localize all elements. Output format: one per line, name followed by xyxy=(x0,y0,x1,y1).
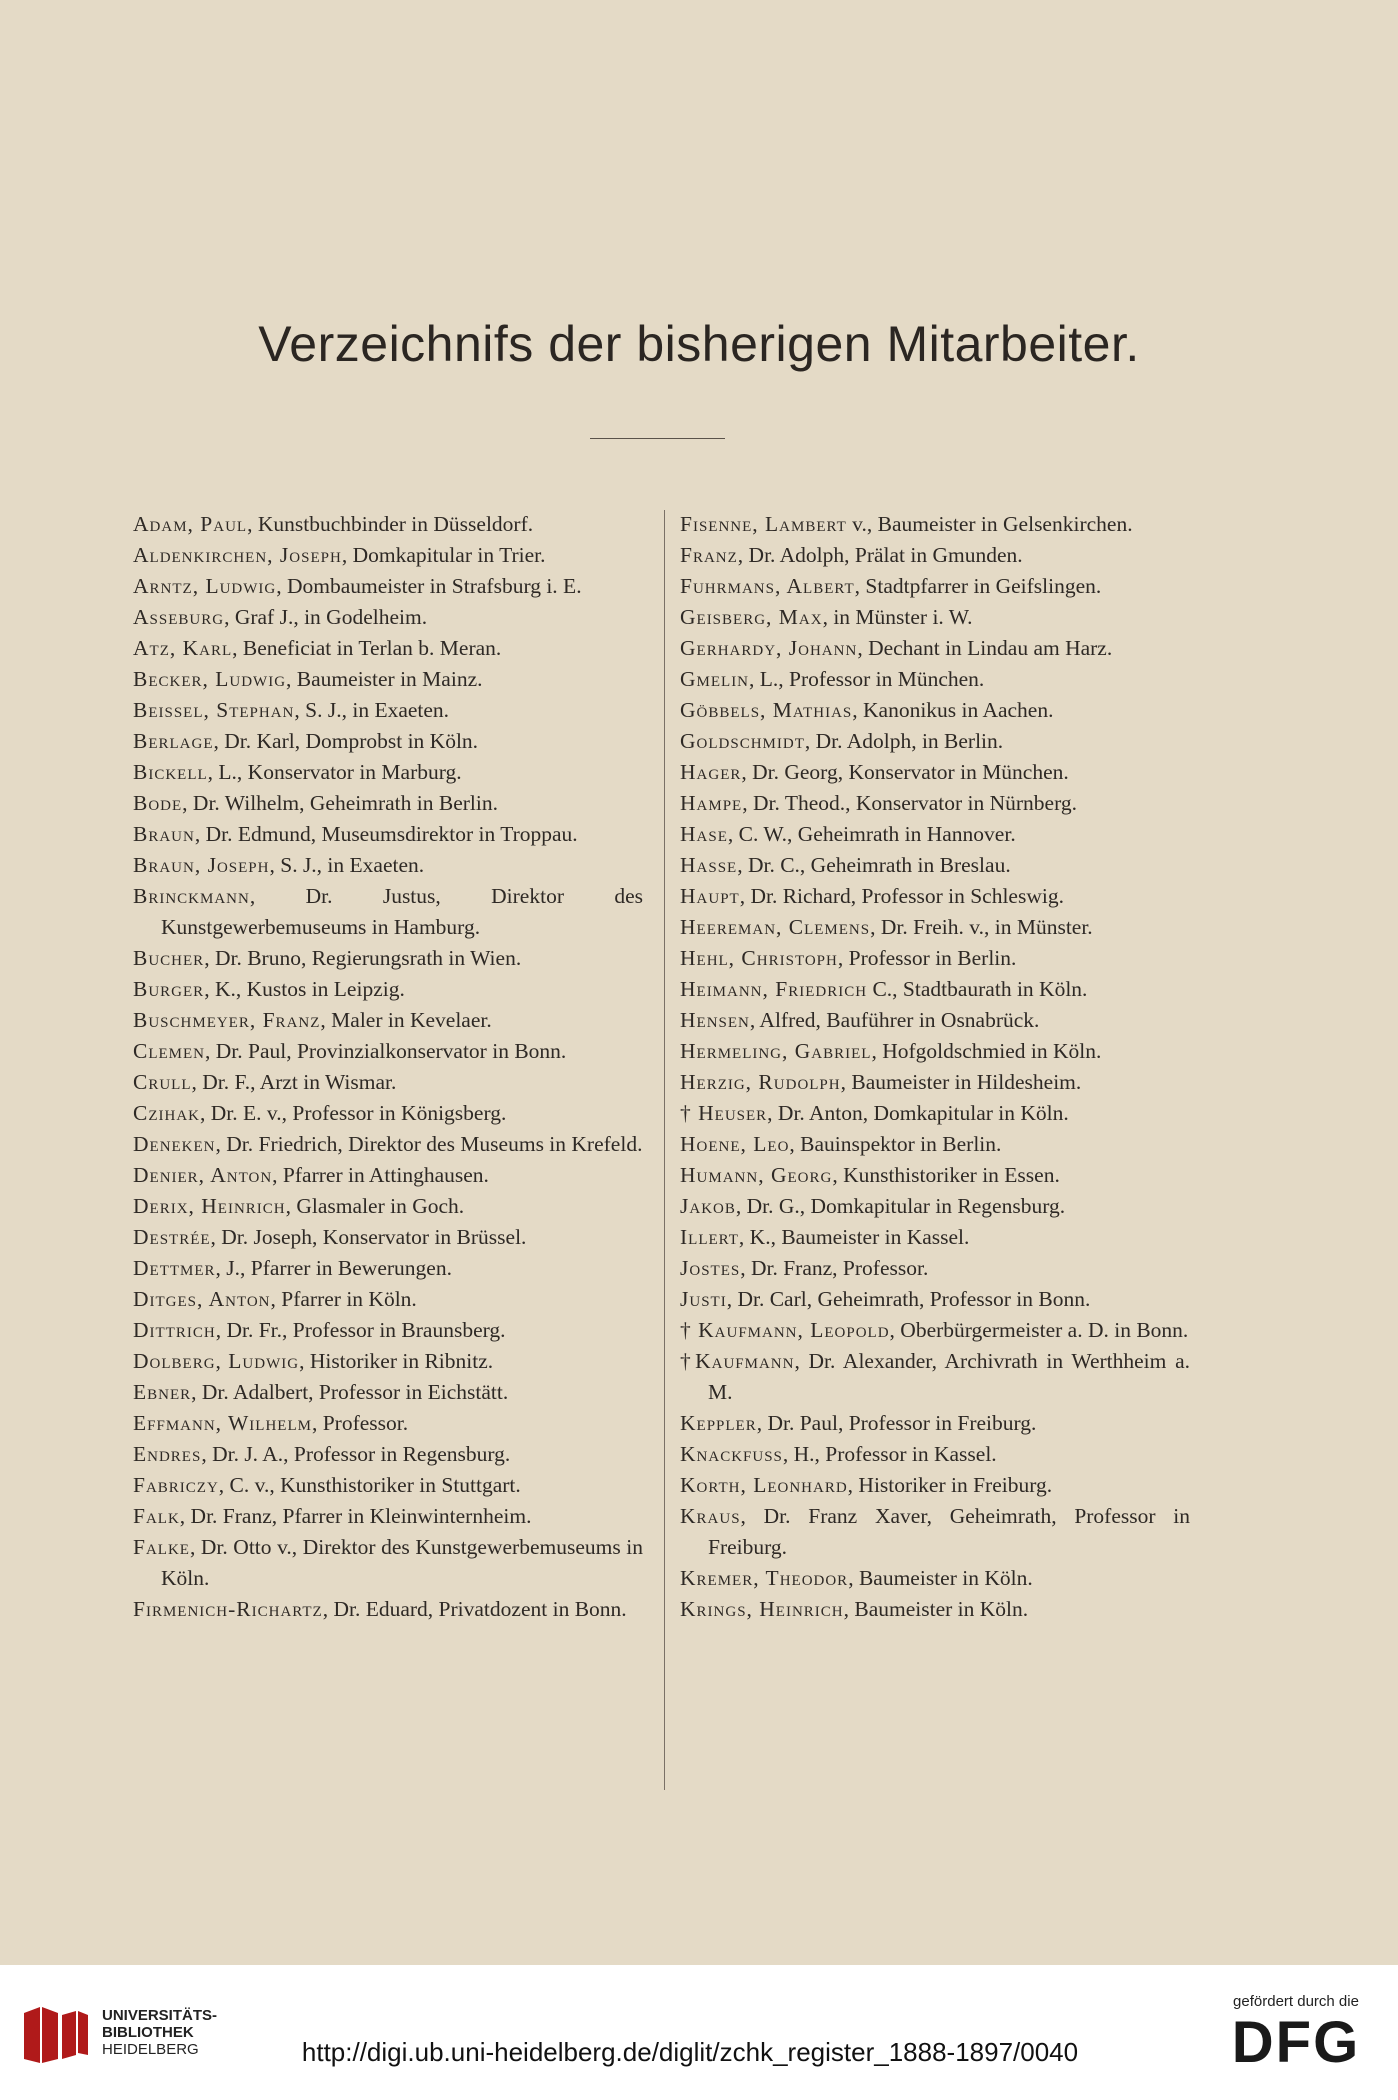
contributor-entry xyxy=(133,819,643,850)
contributor-name: Korth, Leonhard xyxy=(680,1473,848,1497)
contributor-details: , Dr. Edmund, Museumsdirektor in Troppau. xyxy=(194,822,578,846)
contributor-name: Heimann, Friedrich xyxy=(680,977,868,1001)
contributor-details: , Historiker in Freiburg. xyxy=(847,1473,1053,1497)
contributor-entry xyxy=(133,1284,643,1315)
permalink-url[interactable]: http://digi.ub.uni-heidelberg.de/diglit/zchk_register_1888-1897/0040 xyxy=(301,2037,1079,2067)
contributor-name: Herzig, Rudolph xyxy=(680,1070,841,1094)
contributor-entry xyxy=(680,974,1190,1005)
contributor-entry xyxy=(680,757,1190,788)
contributor-details: , Beneficiat in Terlan b. Meran. xyxy=(232,636,502,660)
contributor-name: Czihak xyxy=(133,1101,200,1125)
contributor-details: , Dr. G., Domkapitular in Regensburg. xyxy=(735,1194,1066,1218)
contributor-details: , Dr. Franz Xaver, Geheimrath, Professor in Freiburg. xyxy=(708,1504,1190,1559)
library-name xyxy=(102,2007,217,2058)
contributor-details: , Dr. Theod., Konservator in Nürnberg. xyxy=(742,791,1077,815)
contributor-details: , Baumeister in Köln. xyxy=(843,1597,1029,1621)
contributor-entry xyxy=(680,1501,1190,1563)
contributor-details: , Dr. C., Geheimrath in Breslau. xyxy=(737,853,1011,877)
contributor-entry xyxy=(680,633,1190,664)
contributor-name: Adam, Paul xyxy=(133,512,248,536)
right-column xyxy=(680,509,1190,1625)
contributor-name: †Kaufmann xyxy=(680,1349,795,1373)
contributor-details: , K., Kustos in Leipzig. xyxy=(204,977,405,1001)
contributor-name: Justi xyxy=(680,1287,727,1311)
contributor-entry xyxy=(133,540,643,571)
left-column xyxy=(133,509,643,1625)
contributor-name: Dettmer xyxy=(133,1256,216,1280)
contributor-name: Denier, Anton xyxy=(133,1163,273,1187)
contributor-entry xyxy=(133,974,643,1005)
contributor-entry xyxy=(680,1191,1190,1222)
contributor-entry xyxy=(680,1470,1190,1501)
contributor-name: Atz, Karl xyxy=(133,636,233,660)
contributor-details: , Dr. Paul, Professor in Freiburg. xyxy=(756,1411,1037,1435)
contributor-details: , J., Pfarrer in Bewerungen. xyxy=(215,1256,452,1280)
column-divider xyxy=(664,510,665,1790)
contributor-entry xyxy=(133,1408,643,1439)
contributor-details: , Professor. xyxy=(311,1411,409,1435)
contributor-name: Humann, Georg xyxy=(680,1163,833,1187)
contributor-details: , Dr. Adalbert, Professor in Eichstätt. xyxy=(191,1380,509,1404)
contributor-name: Braun xyxy=(133,822,195,846)
contributor-entry xyxy=(680,1160,1190,1191)
contributor-details: , Dr. Friedrich, Direktor des Museums in Krefeld. xyxy=(215,1132,643,1156)
contributor-entry xyxy=(133,788,643,819)
contributor-details: , L., Konservator in Marburg. xyxy=(207,760,462,784)
contributor-name: Hase xyxy=(680,822,728,846)
contributor-details: , Pfarrer in Köln. xyxy=(270,1287,417,1311)
contributor-details: , in Münster i. W. xyxy=(822,605,973,629)
contributor-details: , Dr. Alexander, Archivrath in Werthheim a. M. xyxy=(708,1349,1190,1404)
contributor-entry xyxy=(680,1098,1190,1129)
contributor-details: , Dr. Eduard, Privatdozent in Bonn. xyxy=(322,1597,627,1621)
contributor-details: , Stadtpfarrer in Geifslingen. xyxy=(854,574,1102,598)
contributor-name: Göbbels, Mathias xyxy=(680,698,853,722)
contributor-entry xyxy=(680,1439,1190,1470)
contributor-entry xyxy=(133,1315,643,1346)
funder-name: DFG xyxy=(1231,2010,1361,2075)
contributor-entry xyxy=(133,1222,643,1253)
contributor-name: Crull xyxy=(133,1070,192,1094)
contributor-name: Braun, Joseph xyxy=(133,853,270,877)
contributor-entry xyxy=(680,571,1190,602)
contributor-name: Goldschmidt xyxy=(680,729,805,753)
contributor-entry xyxy=(680,726,1190,757)
library-name-line1: UNIVERSITÄTS- xyxy=(102,2007,218,2024)
contributor-entry xyxy=(680,540,1190,571)
contributor-entry xyxy=(680,695,1190,726)
contributor-name: Endres xyxy=(133,1442,202,1466)
contributor-name: Becker, Ludwig xyxy=(133,667,287,691)
contributor-entry xyxy=(680,1222,1190,1253)
contributor-entry xyxy=(133,850,643,881)
contributor-details: , Kunstbuchbinder in Düsseldorf. xyxy=(247,512,534,536)
contributor-details: , Pfarrer in Attinghausen. xyxy=(272,1163,489,1187)
contributor-entry xyxy=(680,602,1190,633)
contributor-details: , Dr. Anton, Domkapitular in Köln. xyxy=(767,1101,1069,1125)
contributor-entry xyxy=(133,1532,643,1594)
contributor-name: Illert xyxy=(680,1225,739,1249)
contributor-entry xyxy=(680,1315,1190,1346)
contributor-name: Bode xyxy=(133,791,183,815)
contributor-entry xyxy=(133,726,643,757)
contributor-entry xyxy=(680,1284,1190,1315)
contributor-entry xyxy=(133,757,643,788)
contributor-details: , Kunsthistoriker in Essen. xyxy=(832,1163,1060,1187)
contributor-details: , Bauinspektor in Berlin. xyxy=(789,1132,1002,1156)
contributor-entry xyxy=(133,1098,643,1129)
contributor-entry xyxy=(133,1594,643,1625)
library-name-line2: BIBLIOTHEK xyxy=(102,2024,194,2041)
contributor-entry xyxy=(133,1036,643,1067)
contributor-name: Hampe xyxy=(680,791,743,815)
library-name-line3: HEIDELBERG xyxy=(102,2041,199,2058)
contributor-details: , C. v., Kunsthistoriker in Stuttgart. xyxy=(218,1473,521,1497)
contributor-entry xyxy=(133,1439,643,1470)
contributor-entry xyxy=(133,509,643,540)
contributor-entry xyxy=(680,1067,1190,1098)
contributor-details: , Dr. Fr., Professor in Braunsberg. xyxy=(215,1318,506,1342)
contributor-name: Burger xyxy=(133,977,205,1001)
contributor-details: , Glasmaler in Goch. xyxy=(285,1194,465,1218)
contributor-name: Buschmeyer, Franz xyxy=(133,1008,321,1032)
contributor-name: Keppler xyxy=(680,1411,757,1435)
title-rule xyxy=(590,438,725,439)
contributor-entry xyxy=(680,1129,1190,1160)
contributor-entry xyxy=(133,1129,643,1160)
contributor-details: , S. J., in Exaeten. xyxy=(294,698,450,722)
contributor-details: , Oberbürgermeister a. D. in Bonn. xyxy=(889,1318,1189,1342)
contributor-entry xyxy=(133,1253,643,1284)
contributor-details: , Dr. Freih. v., in Münster. xyxy=(870,915,1093,939)
footer-bar xyxy=(0,1965,1398,2100)
contributor-entry xyxy=(680,1563,1190,1594)
contributor-entry xyxy=(133,695,643,726)
contributor-entry xyxy=(680,943,1190,974)
contributor-entry xyxy=(133,1067,643,1098)
contributor-entry xyxy=(133,633,643,664)
contributor-name: Knackfuss xyxy=(680,1442,783,1466)
contributor-entry xyxy=(680,664,1190,695)
contributor-details: , Dr. Franz, Pfarrer in Kleinwinternheim. xyxy=(179,1504,532,1528)
contributor-entry xyxy=(680,1346,1190,1408)
funder-caption: gefördert durch die xyxy=(1233,1993,1359,2010)
contributor-details: , Dr. Adolph, in Berlin. xyxy=(804,729,1004,753)
contributor-details: , Dr. Justus, Direktor des Kunstgewerbemuseums in Hamburg. xyxy=(161,884,643,939)
contributor-details: , Dr. Joseph, Konservator in Brüssel. xyxy=(210,1225,527,1249)
contributor-name: Jostes xyxy=(680,1256,741,1280)
contributor-details: , S. J., in Exaeten. xyxy=(269,853,425,877)
contributor-details: , Dr. Carl, Geheimrath, Professor in Bonn. xyxy=(726,1287,1091,1311)
contributor-details: , Domkapitular in Trier. xyxy=(341,543,546,567)
contributor-entry xyxy=(680,881,1190,912)
contributor-details: , Baumeister in Köln. xyxy=(848,1566,1033,1590)
page-title: Verzeichnifs der bisherigen Mitarbeiter. xyxy=(258,316,1140,372)
contributor-details: , Professor in Berlin. xyxy=(837,946,1017,970)
contributor-name: Bickell xyxy=(133,760,208,784)
contributor-name: Derix, Heinrich xyxy=(133,1194,286,1218)
contributor-details: , Dr. Adolph, Prälat in Gmunden. xyxy=(737,543,1023,567)
contributor-entry xyxy=(680,1594,1190,1625)
contributor-name: Hasse xyxy=(680,853,738,877)
contributor-name: Effmann, Wilhelm xyxy=(133,1411,312,1435)
contributor-name: Hensen xyxy=(680,1008,750,1032)
contributor-details: , Dombaumeister in Strafsburg i. E. xyxy=(276,574,582,598)
contributor-details: , Dr. Bruno, Regierungsrath in Wien. xyxy=(204,946,522,970)
contributor-name: Fuhrmans, Albert xyxy=(680,574,855,598)
contributor-name: Brinckmann xyxy=(133,884,250,908)
contributor-name: Deneken xyxy=(133,1132,216,1156)
contributor-details: , Dr. Otto v., Direktor des Kunstgewerbemuseums in Köln. xyxy=(161,1535,643,1590)
contributor-entry xyxy=(680,1408,1190,1439)
contributor-details: , Dechant in Lindau am Harz. xyxy=(857,636,1113,660)
contributor-name: Fabriczy xyxy=(133,1473,219,1497)
contributor-name: Gerhardy, Johann xyxy=(680,636,858,660)
library-emblem-icon xyxy=(20,2003,92,2067)
contributor-details: , K., Baumeister in Kassel. xyxy=(738,1225,970,1249)
contributor-name: Berlage xyxy=(133,729,214,753)
contributor-details: , H., Professor in Kassel. xyxy=(782,1442,997,1466)
contributor-name: Ebner xyxy=(133,1380,192,1404)
contributor-name: Bucher xyxy=(133,946,205,970)
contributor-entry xyxy=(133,1005,643,1036)
contributor-name: Falk xyxy=(133,1504,180,1528)
contributor-name: Kraus xyxy=(680,1504,741,1528)
contributor-details: C., Stadtbaurath in Köln. xyxy=(867,977,1088,1001)
contributor-name: Aldenkirchen, Joseph xyxy=(133,543,342,567)
contributor-entry xyxy=(680,788,1190,819)
contributor-name: Beissel, Stephan xyxy=(133,698,295,722)
contributor-name: Ditges, Anton xyxy=(133,1287,271,1311)
contributor-name: Hermeling, Gabriel xyxy=(680,1039,872,1063)
contributor-details: , Dr. J. A., Professor in Regensburg. xyxy=(201,1442,511,1466)
contributor-entry xyxy=(680,1253,1190,1284)
contributor-entry xyxy=(133,1346,643,1377)
contributor-details: , Dr. Franz, Professor. xyxy=(740,1256,929,1280)
contributor-entry xyxy=(680,509,1190,540)
contributor-details: v., Baumeister in Gelsenkirchen. xyxy=(846,512,1133,536)
contributor-name: Geisberg, Max xyxy=(680,605,823,629)
contributor-details: , L., Professor in München. xyxy=(749,667,985,691)
library-logo[interactable] xyxy=(20,2003,270,2073)
contributor-entry xyxy=(680,819,1190,850)
contributor-name: Hehl, Christoph xyxy=(680,946,838,970)
contributor-entry xyxy=(133,1377,643,1408)
contributor-entry xyxy=(680,1036,1190,1067)
contributor-entry xyxy=(133,943,643,974)
contributor-name: Hoene, Leo xyxy=(680,1132,790,1156)
contributor-name: Kremer, Theodor xyxy=(680,1566,849,1590)
contributor-entry xyxy=(133,1470,643,1501)
contributor-entry xyxy=(680,912,1190,943)
contributor-entry xyxy=(133,1501,643,1532)
contributor-entry xyxy=(133,1191,643,1222)
contributor-details: , Historiker in Ribnitz. xyxy=(299,1349,494,1373)
contributor-name: Gmelin xyxy=(680,667,750,691)
funder-logo[interactable] xyxy=(1216,1993,1376,2075)
contributor-details: , Baumeister in Mainz. xyxy=(286,667,483,691)
contributor-details: , Dr. Georg, Konservator in München. xyxy=(741,760,1069,784)
contributor-details: , Hofgoldschmied in Köln. xyxy=(871,1039,1102,1063)
contributor-details: , Dr. Karl, Domprobst in Köln. xyxy=(213,729,479,753)
contributor-name: Clemen xyxy=(133,1039,205,1063)
contributor-entry xyxy=(133,664,643,695)
contributor-details: , Dr. Wilhelm, Geheimrath in Berlin. xyxy=(182,791,498,815)
contributor-name: Dittrich xyxy=(133,1318,216,1342)
contributor-details: , C. W., Geheimrath in Hannover. xyxy=(727,822,1016,846)
contributor-details: , Alfred, Bauführer in Osnabrück. xyxy=(749,1008,1040,1032)
contributor-details: , Dr. E. v., Professor in Königsberg. xyxy=(200,1101,507,1125)
contributor-name: Franz xyxy=(680,543,738,567)
contributor-entry xyxy=(133,602,643,633)
contributor-name: Jakob xyxy=(680,1194,736,1218)
contributor-details: , Dr. Paul, Provinzialkonservator in Bonn. xyxy=(205,1039,567,1063)
contributor-name: Haupt xyxy=(680,884,740,908)
contributor-entry xyxy=(133,1160,643,1191)
contributor-entry xyxy=(133,571,643,602)
contributor-name: Fisenne, Lambert xyxy=(680,512,847,536)
contributor-details: , Maler in Kevelaer. xyxy=(320,1008,492,1032)
contributor-entry xyxy=(133,881,643,943)
contributor-name: Destrée xyxy=(133,1225,211,1249)
contributor-entry xyxy=(680,850,1190,881)
contributor-name: Asseburg xyxy=(133,605,225,629)
contributor-name: Firmenich-Richartz xyxy=(133,1597,323,1621)
contributor-details: , Dr. F., Arzt in Wismar. xyxy=(191,1070,397,1094)
contributor-name: Dolberg, Ludwig xyxy=(133,1349,300,1373)
contributor-details: , Baumeister in Hildesheim. xyxy=(840,1070,1082,1094)
contributor-entry xyxy=(680,1005,1190,1036)
contributor-details: , Kanonikus in Aachen. xyxy=(852,698,1054,722)
contributor-details: , Graf J., in Godelheim. xyxy=(224,605,428,629)
contributor-name: Krings, Heinrich xyxy=(680,1597,844,1621)
contributor-name: Falke xyxy=(133,1535,190,1559)
contributor-name: † Heuser xyxy=(680,1101,768,1125)
contributor-name: Heereman, Clemens xyxy=(680,915,871,939)
contributor-name: † Kaufmann, Leopold xyxy=(680,1318,890,1342)
contributor-name: Hager xyxy=(680,760,742,784)
contributor-details: , Dr. Richard, Professor in Schleswig. xyxy=(739,884,1064,908)
contributor-name: Arntz, Ludwig xyxy=(133,574,277,598)
